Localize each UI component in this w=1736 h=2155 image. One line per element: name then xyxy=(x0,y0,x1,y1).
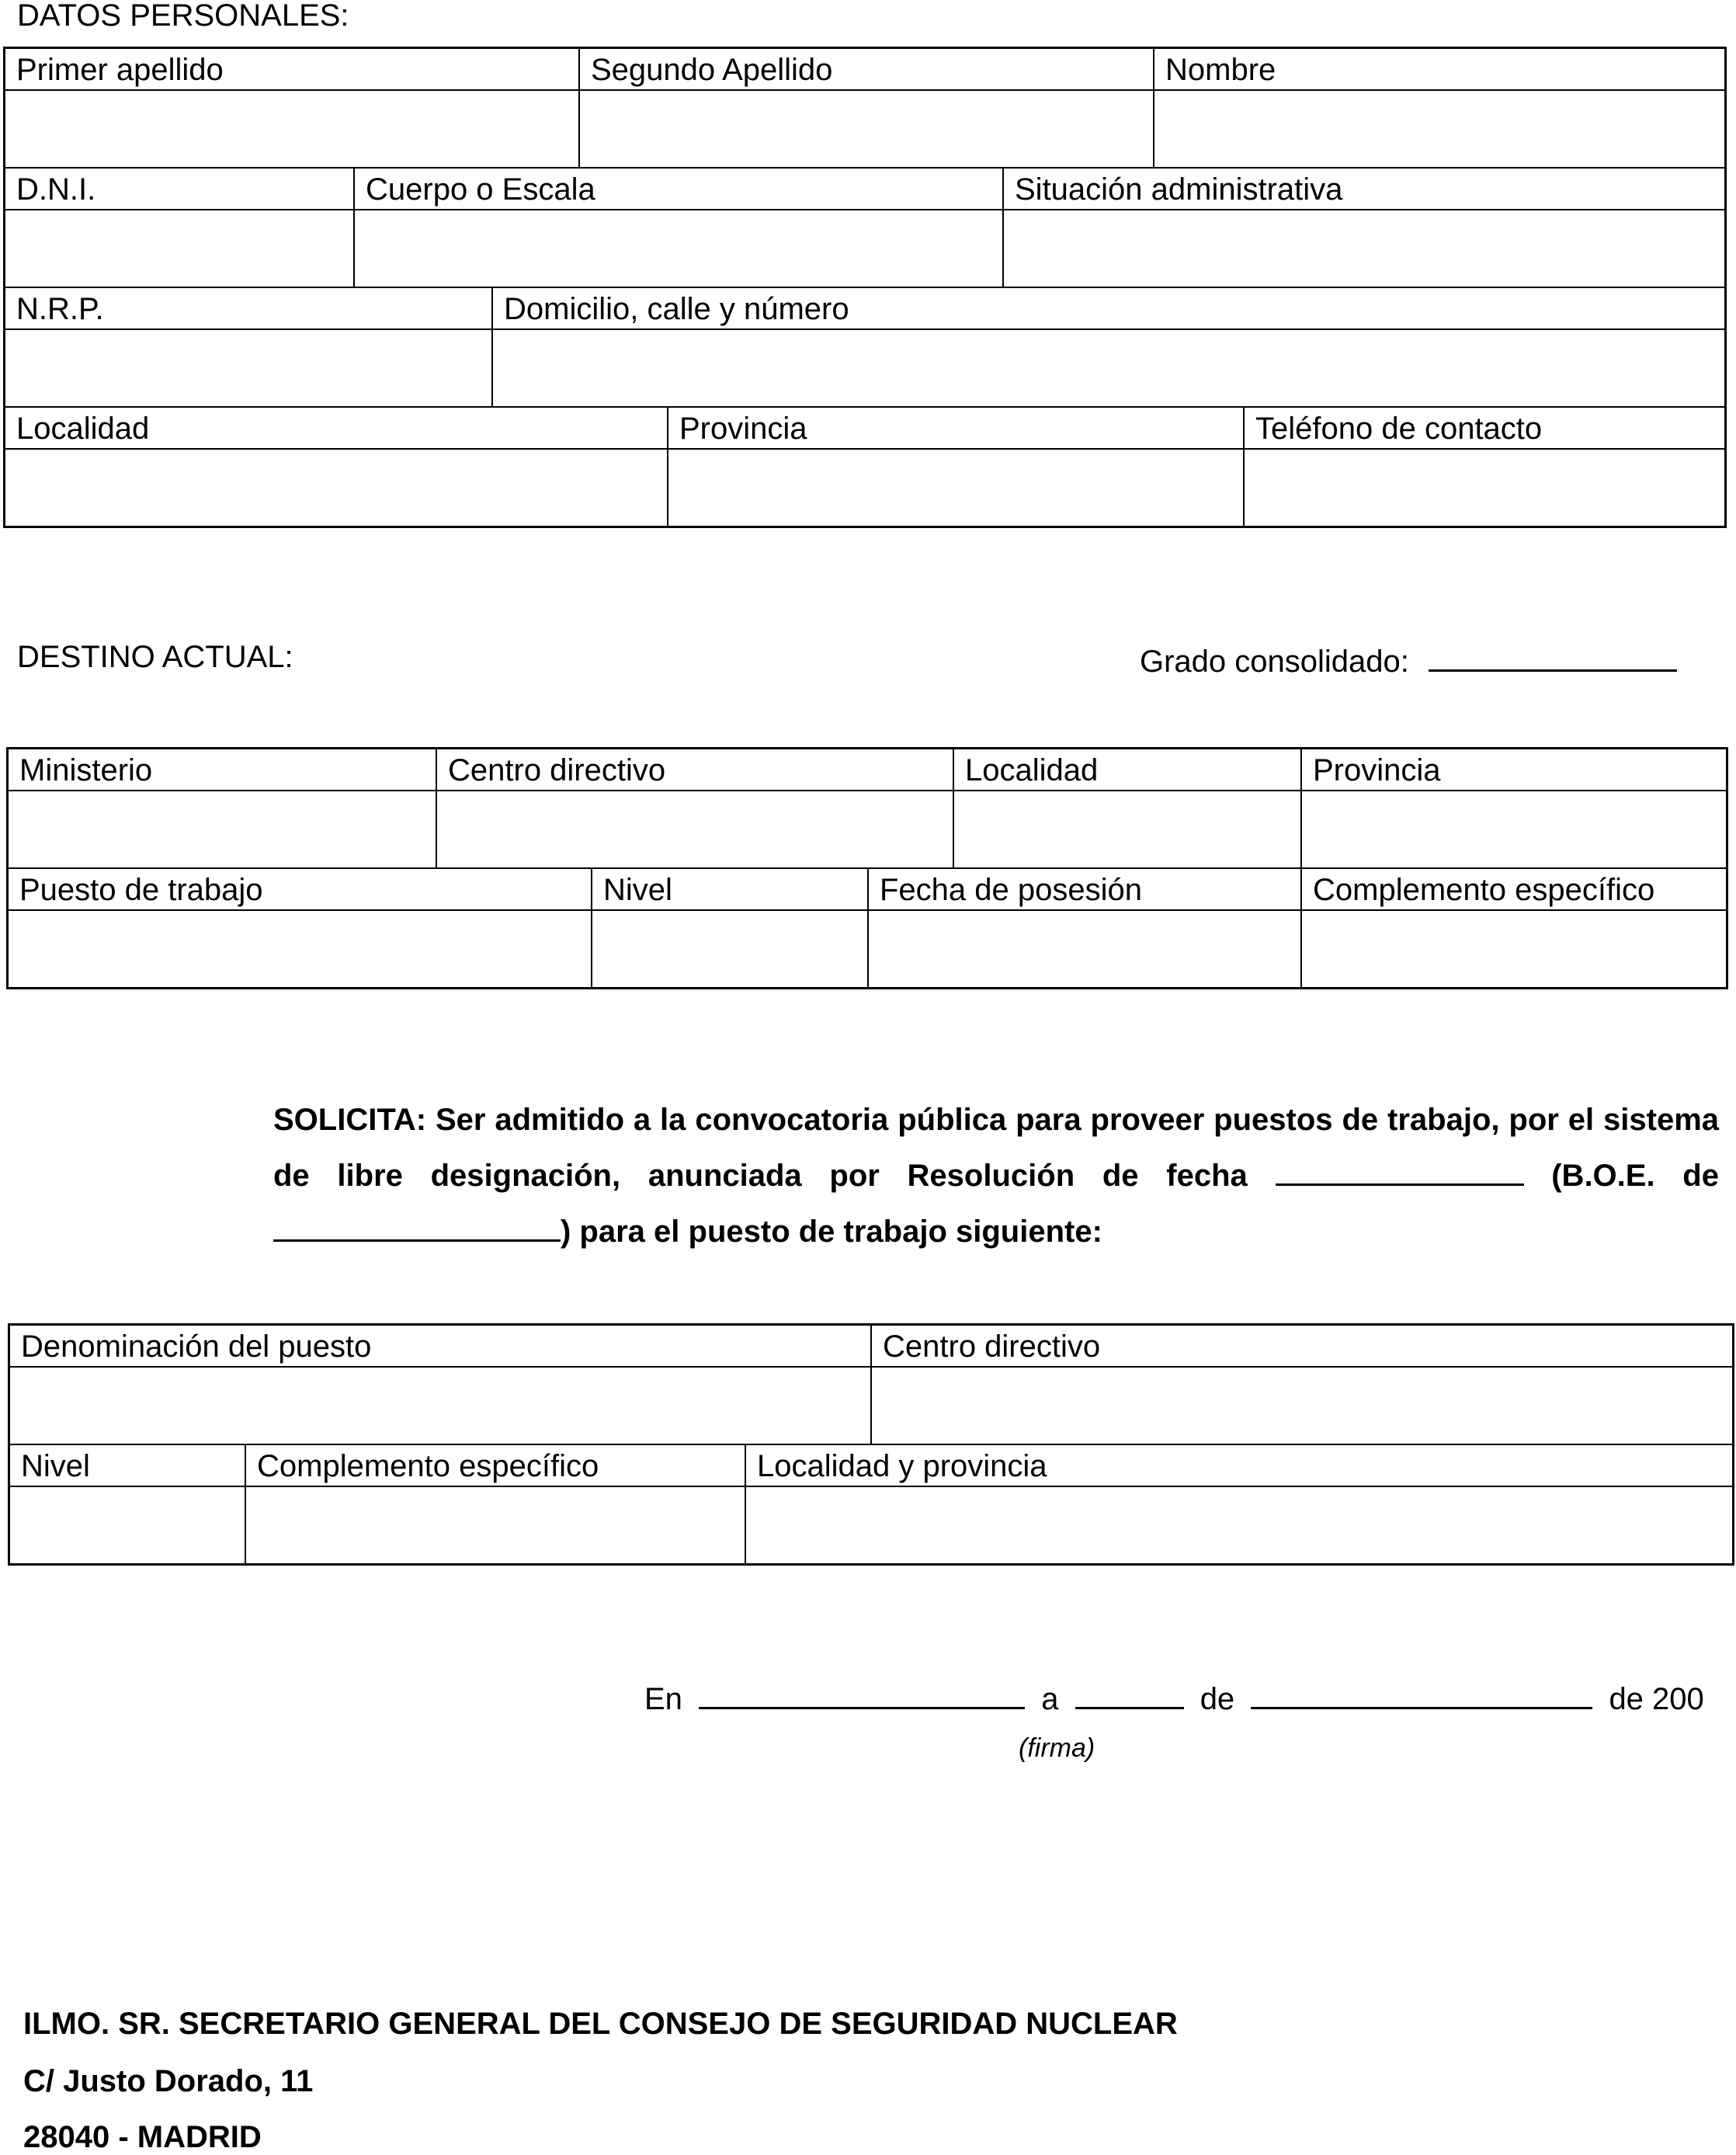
field-cuerpo-escala[interactable] xyxy=(355,169,1004,287)
resolucion-fecha-input[interactable] xyxy=(1276,1154,1524,1186)
table-row xyxy=(10,1445,1732,1563)
field-label: Cuerpo o Escala xyxy=(355,169,1002,210)
field-puesto-complemento[interactable] xyxy=(246,1445,746,1563)
field-label: Localidad y provincia xyxy=(746,1445,1732,1487)
localidad-provincia-input[interactable] xyxy=(746,1487,1732,1563)
field-label: Segundo Apellido xyxy=(580,49,1153,91)
field-puesto-nivel[interactable] xyxy=(10,1445,246,1563)
table-row xyxy=(9,869,1726,987)
field-label: Puesto de trabajo xyxy=(9,869,591,911)
table-row xyxy=(5,169,1724,288)
a-label: a xyxy=(1041,1682,1059,1716)
field-label: Domicilio, calle y número xyxy=(493,288,1724,330)
field-label: Primer apellido xyxy=(5,49,578,91)
field-label: Centro directivo xyxy=(437,749,953,791)
table-row xyxy=(5,288,1724,408)
field-dni[interactable] xyxy=(5,169,355,287)
segundo-apellido-input[interactable] xyxy=(580,91,1153,167)
field-denominacion-puesto[interactable] xyxy=(10,1326,872,1444)
field-primer-apellido[interactable] xyxy=(5,49,580,167)
field-destino-localidad[interactable] xyxy=(954,749,1302,867)
field-label: Localidad xyxy=(5,408,667,450)
field-segundo-apellido[interactable] xyxy=(580,49,1154,167)
table-row xyxy=(5,408,1724,526)
complemento-especifico-input[interactable] xyxy=(1302,911,1726,987)
field-nivel[interactable] xyxy=(592,869,869,987)
field-complemento-especifico[interactable] xyxy=(1302,869,1726,987)
field-nombre[interactable] xyxy=(1154,49,1724,167)
solicita-label: SOLICITA: xyxy=(273,1103,427,1137)
field-label: Nivel xyxy=(10,1445,245,1487)
boe-prefix: (B.O.E. de xyxy=(1551,1159,1719,1193)
lugar-input[interactable] xyxy=(699,1677,1025,1709)
centro-directivo-input[interactable] xyxy=(437,791,953,867)
year-label: de 200 xyxy=(1609,1682,1704,1716)
grado-consolidado-label: Grado consolidado: xyxy=(1140,645,1409,679)
localidad-input[interactable] xyxy=(5,450,667,526)
field-label: Denominación del puesto xyxy=(10,1326,870,1368)
field-label: Provincia xyxy=(1302,749,1726,791)
puesto-trabajo-input[interactable] xyxy=(9,911,591,987)
grado-consolidado-input[interactable] xyxy=(1429,640,1677,672)
nivel-input[interactable] xyxy=(592,911,867,987)
en-label: En xyxy=(644,1682,682,1716)
table-row xyxy=(5,49,1724,169)
firma-label: (firma) xyxy=(1019,1733,1095,1763)
boe-fecha-input[interactable] xyxy=(273,1210,561,1242)
addressee-line2: C/ Justo Dorado, 11 xyxy=(23,2064,314,2098)
field-label: Nombre xyxy=(1154,49,1724,91)
field-puesto-trabajo[interactable] xyxy=(9,869,592,987)
field-label: Complemento específico xyxy=(246,1445,745,1487)
field-localidad[interactable] xyxy=(5,408,668,526)
field-ministerio[interactable] xyxy=(9,749,437,867)
field-label: Ministerio xyxy=(9,749,436,791)
solicita-suffix: ) para el puesto de trabajo siguiente: xyxy=(561,1215,1102,1249)
field-puesto-centro-directivo[interactable] xyxy=(872,1326,1732,1444)
cuerpo-escala-input[interactable] xyxy=(355,210,1002,287)
domicilio-input[interactable] xyxy=(493,330,1724,406)
destino-localidad-input[interactable] xyxy=(954,791,1300,867)
situacion-administrativa-input[interactable] xyxy=(1004,210,1724,287)
field-label: Teléfono de contacto xyxy=(1245,408,1724,450)
puesto-complemento-input[interactable] xyxy=(246,1487,745,1563)
grado-consolidado xyxy=(1140,640,1677,677)
puesto-nivel-input[interactable] xyxy=(10,1487,245,1563)
table-row xyxy=(9,749,1726,869)
puesto-solicitado-table xyxy=(8,1323,1734,1566)
solicita-text: Ser admitido a la convocatoria pública para proveer puestos de trabajo, por el sistema de libre designación, anunciada por Resolución de fecha xyxy=(273,1103,1720,1193)
addressee-line1: ILMO. SR. SECRETARIO GENERAL DEL CONSEJO DE SEGURIDAD NUCLEAR xyxy=(23,2007,1178,2041)
destino-provincia-input[interactable] xyxy=(1302,791,1726,867)
table-row xyxy=(10,1326,1732,1445)
telefono-input[interactable] xyxy=(1245,450,1724,526)
provincia-input[interactable] xyxy=(668,450,1243,526)
puesto-centro-directivo-input[interactable] xyxy=(872,1368,1732,1444)
datos-personales-table xyxy=(3,47,1727,528)
field-label: Localidad xyxy=(954,749,1300,791)
mes-input[interactable] xyxy=(1251,1677,1592,1709)
field-label: Fecha de posesión xyxy=(869,869,1300,911)
solicita-paragraph xyxy=(273,1092,1719,1260)
field-label: N.R.P. xyxy=(5,288,491,330)
field-label: Provincia xyxy=(668,408,1243,450)
nombre-input[interactable] xyxy=(1154,91,1724,167)
dia-input[interactable] xyxy=(1075,1677,1184,1709)
field-label: Complemento específico xyxy=(1302,869,1726,911)
denominacion-puesto-input[interactable] xyxy=(10,1368,870,1444)
fecha-firma-line xyxy=(644,1677,1704,1717)
nrp-input[interactable] xyxy=(5,330,491,406)
dni-input[interactable] xyxy=(5,210,353,287)
fecha-posesion-input[interactable] xyxy=(869,911,1300,987)
field-domicilio[interactable] xyxy=(493,288,1724,406)
field-label: Situación administrativa xyxy=(1004,169,1724,210)
field-provincia[interactable] xyxy=(668,408,1245,526)
field-centro-directivo[interactable] xyxy=(437,749,954,867)
ministerio-input[interactable] xyxy=(9,791,436,867)
field-label: D.N.I. xyxy=(5,169,353,210)
primer-apellido-input[interactable] xyxy=(5,91,578,167)
field-telefono[interactable] xyxy=(1245,408,1724,526)
destino-actual-title: DESTINO ACTUAL: xyxy=(17,640,293,674)
field-label: Nivel xyxy=(592,869,867,911)
datos-personales-title: DATOS PERSONALES: xyxy=(17,0,349,33)
field-nrp[interactable] xyxy=(5,288,493,406)
addressee-line3: 28040 - MADRID xyxy=(23,2120,262,2154)
field-destino-provincia[interactable] xyxy=(1302,749,1726,867)
de-label: de xyxy=(1200,1682,1235,1716)
field-fecha-posesion[interactable] xyxy=(869,869,1302,987)
field-label: Centro directivo xyxy=(872,1326,1732,1368)
destino-actual-table xyxy=(6,747,1728,989)
field-localidad-provincia[interactable] xyxy=(746,1445,1732,1563)
field-situacion-administrativa[interactable] xyxy=(1004,169,1724,287)
